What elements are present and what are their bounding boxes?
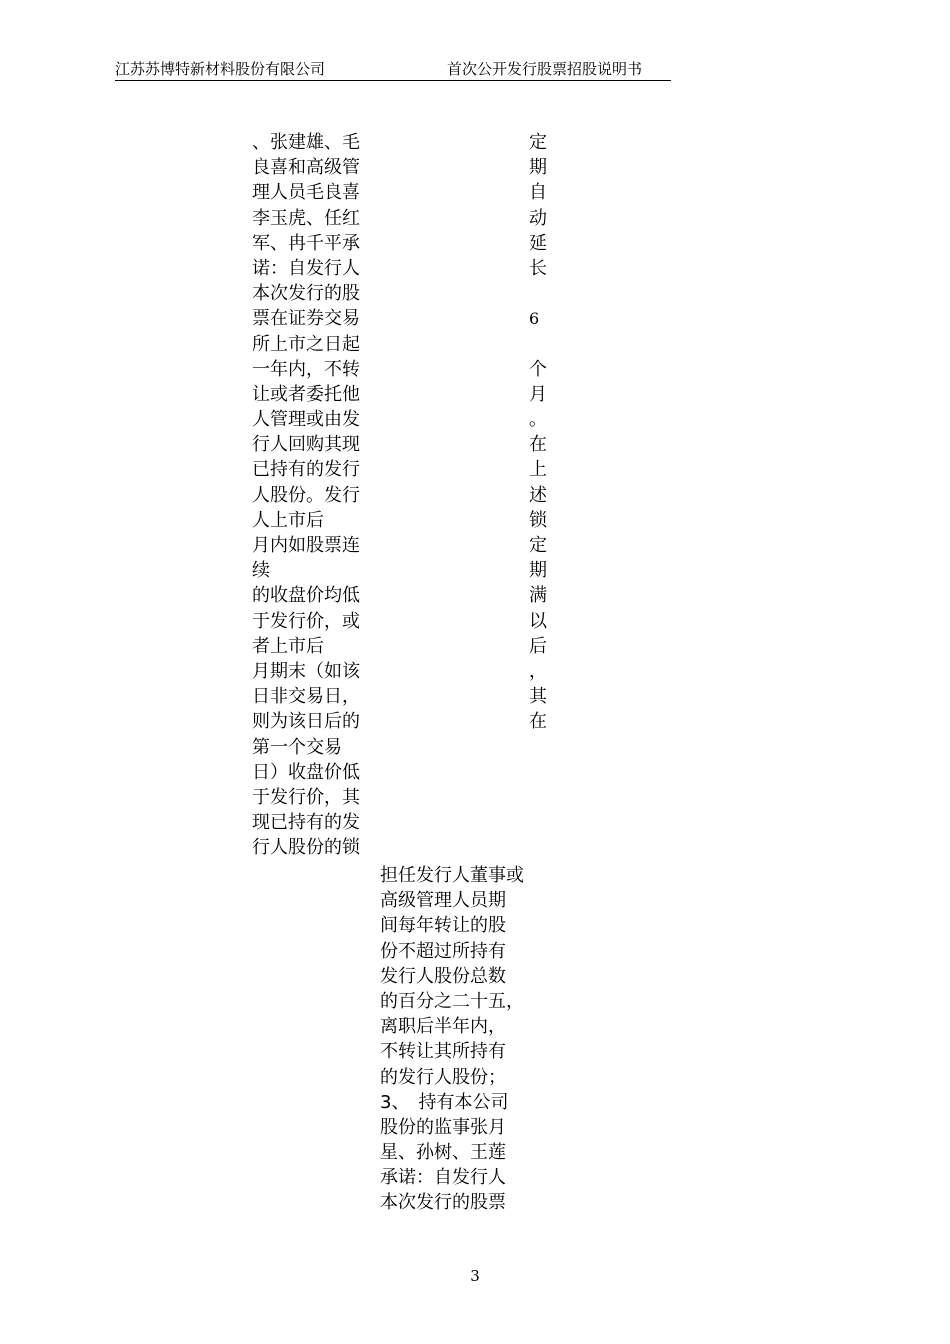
text-line: 期 xyxy=(529,560,547,582)
text-line: 以 xyxy=(529,610,547,632)
text-line: 月 xyxy=(529,383,547,405)
text-line: 股份的监事张月 xyxy=(380,1116,506,1138)
text-line: 人管理或由发 xyxy=(252,409,360,431)
text-line: 承诺：自发行人 xyxy=(380,1167,506,1189)
text-line: 已持有的发行 xyxy=(252,459,360,481)
text-line: 不转让其所持有 xyxy=(380,1041,506,1063)
middle-text-column xyxy=(380,863,540,1216)
text-line: 月内如股票连 xyxy=(252,535,360,556)
text-line: 其 xyxy=(529,686,547,708)
text-line: 长 xyxy=(529,257,547,279)
text-line: 续 xyxy=(252,560,270,582)
text-line: 月期末（如该 xyxy=(252,660,360,682)
text-line: 在 xyxy=(529,434,547,456)
text-line: 高级管理人员期 xyxy=(380,890,506,912)
text-line: 定 xyxy=(529,132,547,153)
text-line: 担任发行人董事或 xyxy=(380,865,524,886)
text-line: 期 xyxy=(529,157,547,179)
text-line: 延 xyxy=(529,232,547,254)
text-line: 、张建雄、毛 xyxy=(252,132,360,153)
text-line: 日非交易日， xyxy=(252,686,360,708)
text-line: 个 xyxy=(529,358,547,380)
text-line xyxy=(529,332,559,357)
text-line: 动 xyxy=(529,207,547,229)
text-line: 自 xyxy=(529,182,547,204)
text-line: 本次发行的股票 xyxy=(380,1192,506,1214)
text-line: 的百分之二十五， xyxy=(380,990,524,1012)
text-line: 锁 xyxy=(529,509,547,531)
text-line: 上 xyxy=(529,459,547,481)
text-line: 让或者委托他 xyxy=(252,383,360,405)
text-line: 份不超过所持有 xyxy=(380,940,506,962)
text-line: 离职后半年内， xyxy=(380,1016,506,1038)
text-line: 行人回购其现 xyxy=(252,434,360,456)
text-line: 李玉虎、任红 xyxy=(252,207,360,229)
text-line: 定 xyxy=(529,535,547,556)
text-line: 诺：自发行人 xyxy=(252,257,360,279)
page-number: 3 xyxy=(470,1267,480,1285)
left-text-column xyxy=(252,130,372,860)
text-line: 一年内，不转 xyxy=(252,358,360,380)
document-title: 首次公开发行股票招股说明书 xyxy=(447,60,643,78)
text-line: 发行人股份总数 xyxy=(380,965,506,987)
text-line: 。 xyxy=(529,409,547,431)
text-line: 满 xyxy=(529,585,547,607)
text-line: 理人员毛良喜 xyxy=(252,182,360,204)
text-line: 人股份。发行 xyxy=(252,484,360,506)
right-text-column xyxy=(529,130,559,735)
text-line: 军、冉千平承 xyxy=(252,232,360,254)
text-line: 在 xyxy=(529,711,547,733)
text-line: 于发行价，或 xyxy=(252,610,360,632)
text-line: 者上市后 xyxy=(252,635,324,657)
text-line: 现已持有的发 xyxy=(252,812,360,834)
text-line: 行人股份的锁 xyxy=(252,837,360,859)
text-line: 票在证券交易 xyxy=(252,308,360,330)
page-header xyxy=(115,58,671,81)
company-name: 江苏苏博特新材料股份有限公司 xyxy=(115,60,326,78)
text-line: 的发行人股份； xyxy=(380,1066,506,1088)
text-line: 人上市后 xyxy=(252,509,324,531)
text-line: 第一个交易 xyxy=(252,736,342,758)
text-line: ， xyxy=(529,660,547,682)
text-line: 间每年转让的股 xyxy=(380,915,506,937)
text-line: 所上市之日起 xyxy=(252,333,360,355)
text-line: 日）收盘价低 xyxy=(252,761,360,783)
text-line: 良喜和高级管 xyxy=(252,157,360,179)
text-line: 本次发行的股 xyxy=(252,283,360,305)
text-line: 星、孙树、王莲 xyxy=(380,1142,506,1164)
text-line: 后 xyxy=(529,635,547,657)
text-line: 述 xyxy=(529,484,547,506)
text-line: 则为该日后的 xyxy=(252,711,360,733)
text-line: 于发行价，其 xyxy=(252,786,360,808)
text-line: 的收盘价均低 xyxy=(252,585,360,607)
text-line: 6 xyxy=(529,309,540,329)
text-line xyxy=(529,281,559,306)
text-line: 3、 持有本公司 xyxy=(380,1091,509,1113)
